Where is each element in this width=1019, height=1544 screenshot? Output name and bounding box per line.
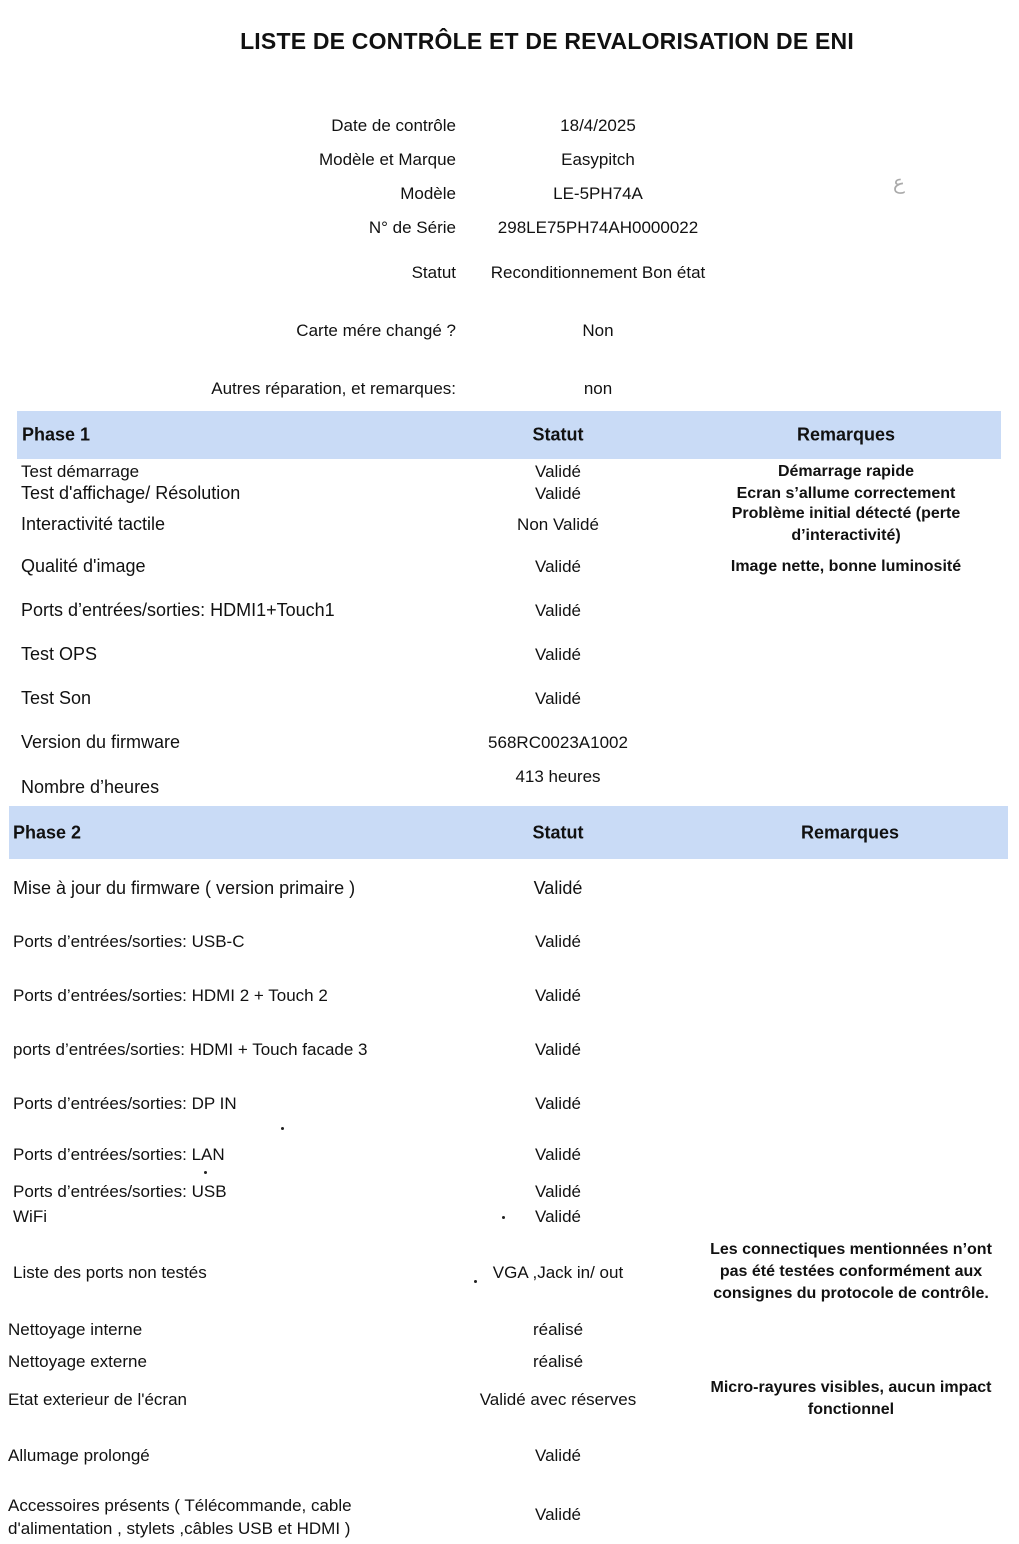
stray-dot [204,1171,207,1174]
phase1-row-status: Validé [535,689,581,708]
phase1-status-heading: Statut [532,424,584,445]
phase2-row-label: Nettoyage interne [8,1320,143,1339]
phase2-row-label: WiFi [13,1207,47,1226]
phase1-row-label: Interactivité tactile [21,514,166,534]
phase2-header [9,806,1008,859]
phase1-row-remark: Problème initial détecté (perte d’interactivité) [731,505,961,544]
phase2-row-status: Validé [535,1505,581,1524]
phase2-row-status: réalisé [532,1320,584,1339]
info-value-model: LE-5PH74A [553,184,643,203]
phase2-row-status: Validé [535,1207,581,1226]
phase1-row-label: Test Son [21,688,92,708]
info-label-other-repairs: Autres réparation, et remarques: [211,379,456,398]
phase2-row-label: Accessoires présents ( Télécommande, cable d'alimentation , stylets ,câbles USB et HDMI ) [8,1496,352,1538]
phase1-row-label: Test démarrage [21,462,140,481]
phase2-row-status: Validé [535,1182,581,1201]
phase1-row-label: Ports d’entrées/sorties: HDMI1+Touch1 [21,600,335,620]
phase1-row-status: 413 heures [515,767,601,786]
phase1-row-status: 568RC0023A1002 [488,733,628,752]
info-value-other-repairs: non [583,379,613,398]
phase1-row-remark: Démarrage rapide [777,463,915,480]
phase2-row-label: Ports d’entrées/sorties: USB-C [13,932,245,951]
phase2-row-label: Ports d’entrées/sorties: DP IN [13,1094,237,1113]
info-label-date: Date de contrôle [331,116,456,135]
pen-mark-icon: ع [893,170,905,194]
phase1-row-label: Version du firmware [21,732,181,752]
phase1-row-status: Validé [535,462,581,481]
phase1-row-status: Validé [535,484,581,503]
document-title: LISTE DE CONTRÔLE ET DE REVALORISATION DE ENI [240,28,854,54]
phase1-row-status: Non Validé [517,515,599,534]
phase1-row-label: Nombre d’heures [21,777,160,797]
phase2-row-status: réalisé [532,1352,584,1371]
phase1-header [17,411,1001,459]
phase2-remarks-heading: Remarques [800,822,900,842]
info-value-serial: 298LE75PH74AH0000022 [497,218,699,237]
info-label-serial: N° de Série [368,218,456,237]
phase1-row-status: Validé [535,645,581,664]
info-value-motherboard: Non [582,321,614,340]
phase2-row-status: Validé [535,1145,581,1164]
phase2-row-status: Validé [533,878,583,898]
phase1-row-remark: Image nette, bonne luminosité [730,558,962,575]
phase2-row-label: Etat exterieur de l'écran [8,1390,188,1409]
phase2-row-label: Ports d’entrées/sorties: USB [13,1182,227,1201]
phase2-row-label: Mise à jour du firmware ( version primaire ) [13,878,356,898]
phase2-row-label: Ports d’entrées/sorties: LAN [13,1145,225,1164]
phase2-row-status: VGA ,Jack in/ out [492,1263,624,1282]
info-value-date: 18/4/2025 [560,116,636,135]
phase2-row-label: Allumage prolongé [8,1446,150,1465]
phase2-row-status: Validé [535,1446,581,1465]
phase2-status-heading: Statut [532,822,584,842]
phase2-row-label: Ports d’entrées/sorties: HDMI 2 + Touch 2 [13,986,328,1005]
info-label-brand: Modèle et Marque [318,150,456,169]
phase1-row-status: Validé [535,557,581,576]
phase1-row-remark: Ecran s’allume correctement [736,485,956,502]
info-label-model: Modèle [400,184,456,203]
phase1-row-label: Test d'affichage/ Résolution [21,483,241,503]
phase2-row-remark: Micro-rayures visibles, aucun impact fonctionnel [710,1379,992,1418]
phase1-title: Phase 1 [22,424,91,445]
stray-dot [281,1127,284,1130]
info-label-status: Statut [411,263,456,282]
phase1-remarks-heading: Remarques [796,424,896,445]
info-label-motherboard: Carte mére changé ? [296,321,456,340]
phase2-row-status: Validé [535,986,581,1005]
phase2-row-status: Validé [535,1040,581,1059]
phase2-row-status: Validé avec réserves [479,1390,637,1409]
phase1-row-status: Validé [535,601,581,620]
phase2-row-status: Validé [535,1094,581,1113]
phase2-row-label: Liste des ports non testés [13,1263,207,1282]
phase2-row-label: Nettoyage externe [8,1352,147,1371]
stray-dot [502,1216,505,1219]
phase2-row-label: ports d’entrées/sorties: HDMI + Touch facade 3 [13,1040,368,1059]
phase1-row-label: Test OPS [21,644,98,664]
info-value-status: Reconditionnement Bon état [490,263,706,282]
phase2-row-status: Validé [535,932,581,951]
phase1-row-label: Qualité d'image [21,556,146,576]
phase2-title: Phase 2 [13,822,82,842]
phase2-row-remark: Les connectiques mentionnées n’ont pas été testées conformément aux consignes du protocole de contrôle. [710,1241,992,1302]
info-value-brand: Easypitch [561,150,635,169]
